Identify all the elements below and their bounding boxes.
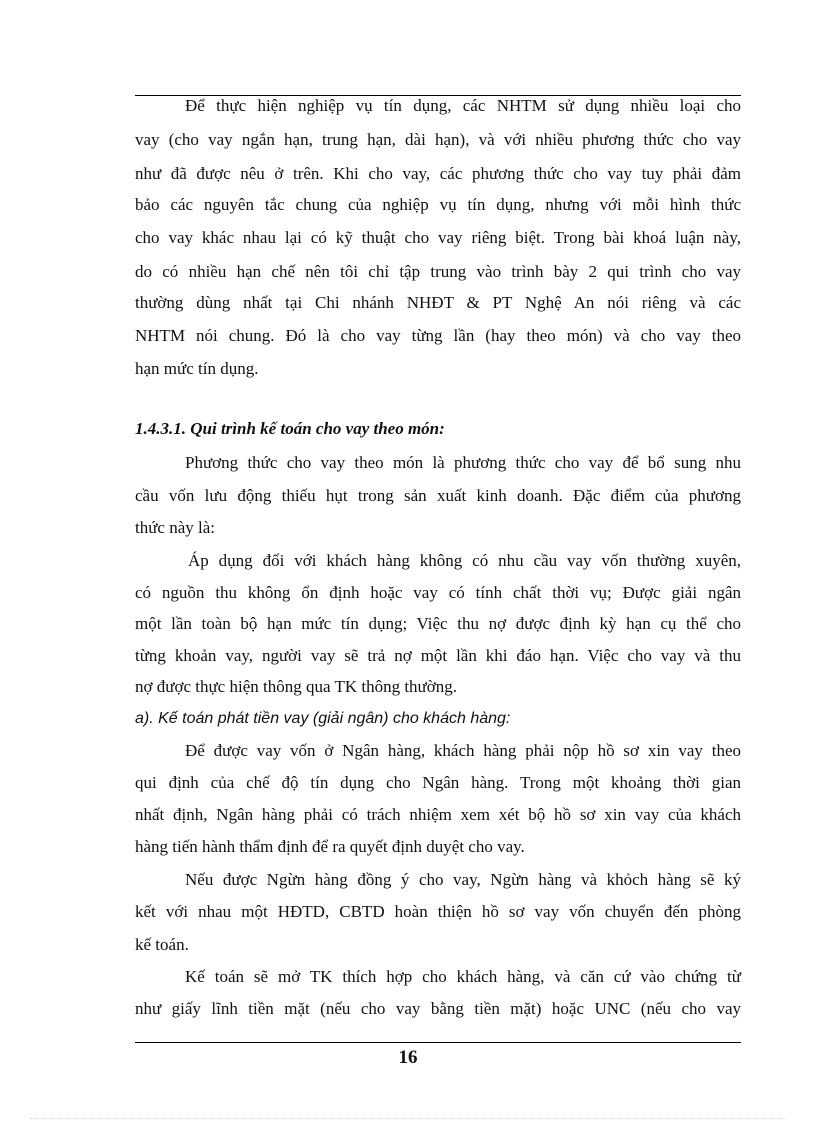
text-line: bảo các nguyên tắc chung của nghiệp vụ tín dụng, nhưng với mỗi hình thức: [135, 195, 741, 214]
text-line: hạn mức tín dụng.: [135, 359, 259, 378]
text-line: kết với nhau một HĐTD, CBTD hoàn thiện hồ sơ vay vốn chuyển đến phòng: [135, 902, 741, 921]
text-line: như giấy lĩnh tiền mặt (nếu cho vay bằng tiền mặt) hoặc UNC (nếu cho vay: [135, 999, 741, 1018]
text-line: vay (cho vay ngắn hạn, trung hạn, dài hạn), và với nhiều phương thức cho vay: [135, 130, 741, 149]
text-line: Phương thức cho vay theo món là phương thức cho vay để bổ sung nhu: [185, 453, 741, 472]
text-line: hàng tiến hành thẩm định để ra quyết định duyệt cho vay.: [135, 837, 525, 856]
text-line: có nguồn thu không ổn định hoặc vay có tính chất thời vụ; Được giải ngân: [135, 583, 741, 602]
text-line: thức này là:: [135, 518, 216, 537]
text-line: nợ được thực hiện thông qua TK thông thường.: [135, 677, 458, 696]
page-number: 16: [398, 1047, 418, 1068]
text-line: từng khoản vay, người vay sẽ trả nợ một lần khi đáo hạn. Việc cho vay và thu: [135, 646, 741, 665]
text-line: một lần toàn bộ hạn mức tín dụng; Việc thu nợ được định kỳ hạn cụ thể cho: [135, 614, 741, 633]
section-heading: 1.4.3.1. Qui trình kế toán cho vay theo món:: [135, 419, 445, 438]
text-line: Để thực hiện nghiệp vụ tín dụng, các NHTM sử dụng nhiều loại cho: [185, 96, 741, 115]
text-line: do có nhiều hạn chế nên tôi chỉ tập trung vào trình bày 2 qui trình cho vay: [135, 262, 741, 281]
text-line: Nếu được Ngừn hàng đồng ý cho vay, Ngừn hàng và khỏch hàng sẽ ký: [185, 870, 741, 889]
text-line: Kế toán sẽ mở TK thích hợp cho khách hàng, và căn cứ vào chứng từ: [185, 967, 741, 986]
text-line: nhất định, Ngân hàng phải có trách nhiệm xem xét bộ hồ sơ xin vay của khách: [135, 805, 741, 824]
text-line: Áp dụng đối với khách hàng không có nhu cầu vay vốn thường xuyên,: [188, 551, 741, 570]
footer-rule: [135, 1042, 741, 1043]
text-line: kế toán.: [135, 935, 189, 954]
text-line: cho vay khác nhau lại có kỹ thuật cho vay riêng biệt. Trong bài khoá luận này,: [135, 228, 741, 247]
page-edge-divider: [30, 1118, 786, 1119]
text-line: thường dùng nhất tại Chi nhánh NHĐT & PT Nghệ An nói riêng và các: [135, 293, 741, 312]
text-line: cầu vốn lưu động thiếu hụt trong sản xuất kinh doanh. Đặc điểm của phương: [135, 486, 741, 505]
text-line: NHTM nói chung. Đó là cho vay từng lần (hay theo món) và cho vay theo: [135, 326, 741, 345]
text-line: Để được vay vốn ở Ngân hàng, khách hàng phải nộp hồ sơ xin vay theo: [185, 741, 741, 760]
subsection-heading: a). Kế toán phát tiền vay (giải ngân) cho khách hàng:: [135, 710, 511, 727]
text-line: như đã được nêu ở trên. Khi cho vay, các phương thức cho vay tuy phải đảm: [135, 164, 741, 183]
text-line: qui định của chế độ tín dụng cho Ngân hàng. Trong một khoảng thời gian: [135, 773, 741, 792]
